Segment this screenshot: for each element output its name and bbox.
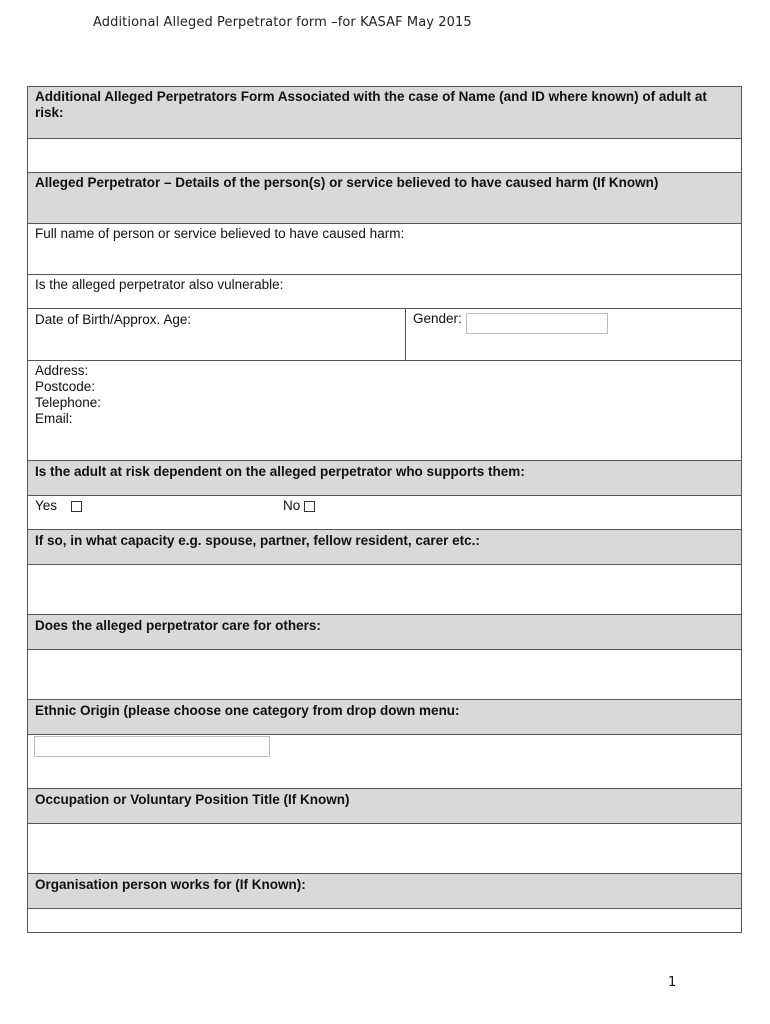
occupation-field[interactable] [28,824,741,874]
dob-field[interactable] [28,309,406,360]
care-question: Does the alleged perpetrator care for others: [35,618,321,633]
organisation-question: Organisation person works for (If Known): [35,877,306,892]
gender-label: Gender: [413,311,462,326]
gender-input[interactable] [466,313,608,334]
care-question-row [28,615,741,650]
full-name-field[interactable] [28,224,741,275]
contact-field[interactable] [28,361,741,461]
no-checkbox[interactable] [304,501,315,512]
occupation-question: Occupation or Voluntary Position Title (If Known) [35,792,350,807]
perp-heading-row [28,173,741,224]
capacity-question: If so, in what capacity e.g. spouse, partner, fellow resident, carer etc.: [35,533,480,548]
case-name-field[interactable] [28,139,741,173]
no-label: No [283,498,301,513]
document-header: Additional Alleged Perpetrator form –for KASAF May 2015 [93,15,472,30]
section-title: Additional Alleged Perpetrators Form Associated with the case of Name (and ID where known) of adult at risk: [35,89,707,120]
ethnic-question-row [28,700,741,735]
gender-cell [406,309,741,360]
organisation-field[interactable] [28,909,741,932]
perpetrator-form [27,86,742,933]
ethnic-question: Ethnic Origin (please choose one category from drop down menu: [35,703,460,718]
occupation-question-row [28,789,741,824]
vulnerable-label: Is the alleged perpetrator also vulnerable: [35,277,284,292]
perp-heading: Alleged Perpetrator – Details of the person(s) or service believed to have caused harm (If Known) [35,175,659,190]
page-number: 1 [668,975,677,990]
care-field[interactable] [28,650,741,700]
contact-labels [28,361,741,427]
telephone-label: Telephone: [35,395,102,410]
dob-gender-row [28,309,741,361]
full-name-label: Full name of person or service believed to have caused harm: [35,226,405,241]
dob-label: Date of Birth/Approx. Age: [35,312,192,327]
capacity-question-row [28,530,741,565]
vulnerable-field[interactable] [28,275,741,309]
yes-no-row [28,496,741,530]
email-label: Email: [35,411,73,426]
postcode-label: Postcode: [35,379,96,394]
address-label: Address: [35,363,89,378]
capacity-field[interactable] [28,565,741,615]
ethnic-field-row [28,735,741,789]
dependent-question: Is the adult at risk dependent on the alleged perpetrator who supports them: [35,464,525,479]
yes-label: Yes [35,498,58,513]
ethnic-origin-dropdown[interactable] [34,736,270,757]
yes-checkbox[interactable] [71,501,82,512]
section-title-row [28,87,741,139]
organisation-question-row [28,874,741,909]
dependent-question-row [28,461,741,496]
